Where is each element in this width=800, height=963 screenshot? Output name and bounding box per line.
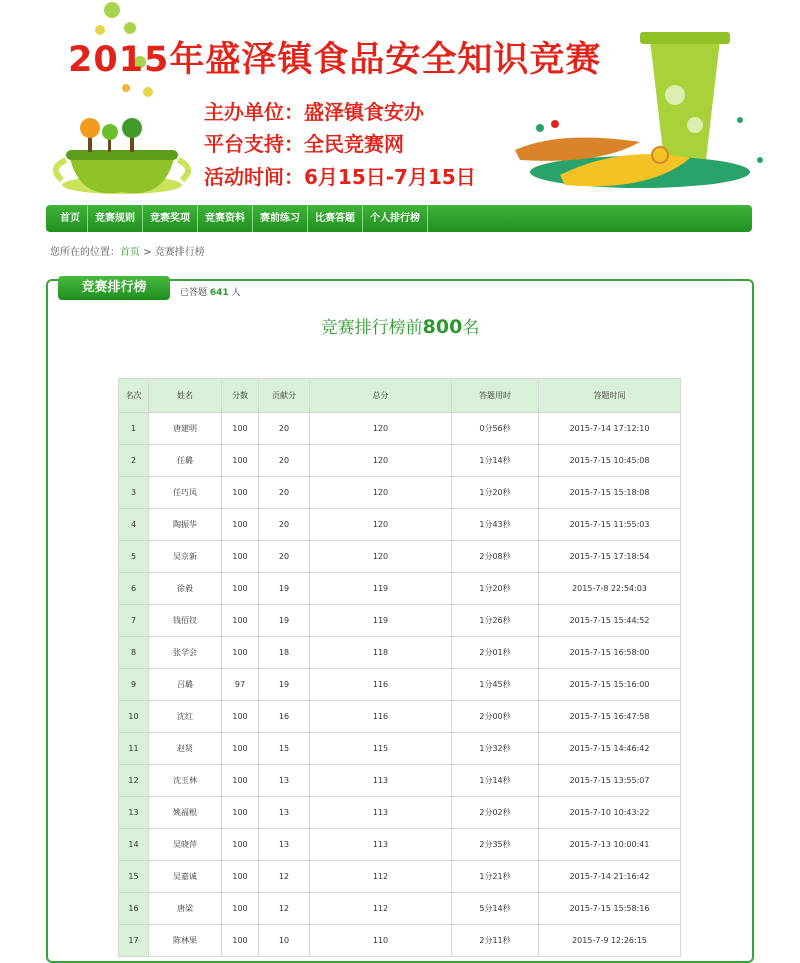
table-row <box>119 733 681 765</box>
table-row <box>119 893 681 925</box>
cell-bonus: 20 <box>259 509 310 541</box>
table-row <box>119 573 681 605</box>
cell-total: 112 <box>310 861 452 893</box>
cell-time: 2015-7-8 22:54:03 <box>539 573 681 605</box>
bowl-handle-left <box>56 160 66 180</box>
cell-duration: 1分14秒 <box>452 445 539 477</box>
cell-duration: 2分08秒 <box>452 541 539 573</box>
cell-rank: 3 <box>119 477 149 509</box>
heading-suffix: 名 <box>462 318 480 338</box>
cell-time: 2015-7-15 17:18:54 <box>539 541 681 573</box>
nav-item-rules[interactable]: 竞赛规则 <box>88 205 143 232</box>
cell-total: 113 <box>310 765 452 797</box>
cell-total: 116 <box>310 669 452 701</box>
header-total: 总分 <box>310 379 452 413</box>
nav-item-practice[interactable]: 赛前练习 <box>253 205 308 232</box>
cell-score: 100 <box>222 605 259 637</box>
cell-rank: 15 <box>119 861 149 893</box>
table-row <box>119 925 681 957</box>
cell-rank: 7 <box>119 605 149 637</box>
cell-time: 2015-7-13 10:00:41 <box>539 829 681 861</box>
table-row <box>119 669 681 701</box>
cell-name: 唐梁 <box>149 893 222 925</box>
cell-duration: 2分02秒 <box>452 797 539 829</box>
panel-tab: 竞赛排行榜 <box>58 276 170 300</box>
cell-total: 113 <box>310 829 452 861</box>
cell-time: 2015-7-14 17:12:10 <box>539 413 681 445</box>
cell-time: 2015-7-10 10:43:22 <box>539 797 681 829</box>
cell-score: 100 <box>222 925 259 957</box>
cell-time: 2015-7-15 15:58:16 <box>539 893 681 925</box>
banner-period: 活动时间：6月15日-7月15日 <box>204 165 476 189</box>
cell-bonus: 20 <box>259 445 310 477</box>
nav-item-answer[interactable]: 比赛答题 <box>308 205 363 232</box>
cell-total: 116 <box>310 701 452 733</box>
table-row <box>119 445 681 477</box>
cell-total: 120 <box>310 413 452 445</box>
breadcrumb-current: 竞赛排行榜 <box>154 247 205 258</box>
cell-rank: 13 <box>119 797 149 829</box>
cell-duration: 5分14秒 <box>452 893 539 925</box>
cell-bonus: 19 <box>259 605 310 637</box>
table-row <box>119 861 681 893</box>
answered-prefix: 已答题 <box>180 288 208 298</box>
cell-duration: 1分43秒 <box>452 509 539 541</box>
cell-bonus: 12 <box>259 861 310 893</box>
cell-time: 2015-7-15 16:58:00 <box>539 637 681 669</box>
table-row <box>119 477 681 509</box>
cell-score: 100 <box>222 509 259 541</box>
cell-name: 陶振华 <box>149 509 222 541</box>
cell-time: 2015-7-15 10:45:08 <box>539 445 681 477</box>
cell-duration: 1分45秒 <box>452 669 539 701</box>
heading-count: 800 <box>422 316 463 338</box>
cell-score: 100 <box>222 893 259 925</box>
cell-name: 陈林果 <box>149 925 222 957</box>
cell-rank: 10 <box>119 701 149 733</box>
cell-name: 唐建明 <box>149 413 222 445</box>
table-row <box>119 541 681 573</box>
cell-name: 张学会 <box>149 637 222 669</box>
cell-duration: 1分32秒 <box>452 733 539 765</box>
header-bonus: 贡献分 <box>259 379 310 413</box>
cell-rank: 9 <box>119 669 149 701</box>
cell-duration: 2分35秒 <box>452 829 539 861</box>
nav-item-awards[interactable]: 竞赛奖项 <box>143 205 198 232</box>
banner-title: 2015年盛泽镇食品安全知识竞赛 <box>68 40 602 80</box>
breadcrumb <box>50 243 205 258</box>
cell-duration: 2分11秒 <box>452 925 539 957</box>
cell-time: 2015-7-15 15:18:08 <box>539 477 681 509</box>
table-row <box>119 765 681 797</box>
cell-score: 100 <box>222 765 259 797</box>
cell-bonus: 12 <box>259 893 310 925</box>
cell-name: 吴京新 <box>149 541 222 573</box>
cell-bonus: 20 <box>259 541 310 573</box>
cell-bonus: 10 <box>259 925 310 957</box>
cup-shape <box>650 40 720 160</box>
table-row <box>119 797 681 829</box>
cell-rank: 8 <box>119 637 149 669</box>
nav-item-materials[interactable]: 竞赛资料 <box>198 205 253 232</box>
cell-score: 100 <box>222 797 259 829</box>
cell-score: 100 <box>222 541 259 573</box>
cell-score: 100 <box>222 637 259 669</box>
cell-name: 钱佰钗 <box>149 605 222 637</box>
cell-bonus: 15 <box>259 733 310 765</box>
cell-duration: 1分20秒 <box>452 573 539 605</box>
cell-duration: 1分26秒 <box>452 605 539 637</box>
cell-time: 2015-7-15 15:16:00 <box>539 669 681 701</box>
table-row <box>119 413 681 445</box>
cell-bonus: 13 <box>259 765 310 797</box>
cell-score: 100 <box>222 733 259 765</box>
cell-name: 沈红 <box>149 701 222 733</box>
cell-score: 100 <box>222 829 259 861</box>
banner-organizer: 主办单位：盛泽镇食安办 <box>204 100 424 124</box>
cell-time: 2015-7-15 14:46:42 <box>539 733 681 765</box>
cell-rank: 16 <box>119 893 149 925</box>
cell-time: 2015-7-9 12:26:15 <box>539 925 681 957</box>
cell-score: 100 <box>222 861 259 893</box>
cell-name: 任璐 <box>149 445 222 477</box>
cell-rank: 5 <box>119 541 149 573</box>
cell-total: 112 <box>310 893 452 925</box>
cell-bonus: 13 <box>259 797 310 829</box>
cell-name: 吕璐 <box>149 669 222 701</box>
table-row <box>119 701 681 733</box>
cell-total: 113 <box>310 797 452 829</box>
table-row <box>119 509 681 541</box>
breadcrumb-home-link[interactable]: 首页 <box>120 247 140 258</box>
table-row <box>119 637 681 669</box>
breadcrumb-prefix: 您所在的位置： <box>50 247 120 258</box>
cell-time: 2015-7-15 13:55:07 <box>539 765 681 797</box>
cell-score: 100 <box>222 445 259 477</box>
cell-rank: 2 <box>119 445 149 477</box>
ranking-table-body <box>119 413 681 957</box>
cell-name: 姚福根 <box>149 797 222 829</box>
cell-total: 119 <box>310 573 452 605</box>
header-time: 答题时间 <box>539 379 681 413</box>
cell-rank: 14 <box>119 829 149 861</box>
cell-bonus: 20 <box>259 413 310 445</box>
cell-bonus: 16 <box>259 701 310 733</box>
cell-score: 100 <box>222 573 259 605</box>
cell-bonus: 19 <box>259 669 310 701</box>
cell-rank: 4 <box>119 509 149 541</box>
cell-time: 2015-7-15 16:47:58 <box>539 701 681 733</box>
cell-score: 100 <box>222 413 259 445</box>
cell-time: 2015-7-15 11:55:03 <box>539 509 681 541</box>
cell-name: 徐毅 <box>149 573 222 605</box>
cell-duration: 2分01秒 <box>452 637 539 669</box>
cell-name: 吴嘉诚 <box>149 861 222 893</box>
cell-duration: 1分21秒 <box>452 861 539 893</box>
cell-rank: 12 <box>119 765 149 797</box>
main-nav <box>46 205 752 232</box>
header-rank: 名次 <box>119 379 149 413</box>
bowl-rim-shape <box>66 150 178 160</box>
answered-count-text <box>180 285 241 298</box>
nav-item-home[interactable]: 首页 <box>46 205 88 232</box>
cell-score: 100 <box>222 477 259 509</box>
banner <box>0 0 800 205</box>
cell-score: 97 <box>222 669 259 701</box>
cell-rank: 6 <box>119 573 149 605</box>
answered-count: 641 <box>209 288 229 298</box>
cell-name: 沈玉林 <box>149 765 222 797</box>
breadcrumb-separator: > <box>143 247 152 258</box>
header-name: 姓名 <box>149 379 222 413</box>
cell-name: 吴晓萍 <box>149 829 222 861</box>
cell-total: 120 <box>310 477 452 509</box>
table-row <box>119 605 681 637</box>
cell-total: 120 <box>310 445 452 477</box>
cell-duration: 1分14秒 <box>452 765 539 797</box>
cell-total: 115 <box>310 733 452 765</box>
nav-item-personal-rank[interactable]: 个人排行榜 <box>363 205 428 232</box>
cell-rank: 1 <box>119 413 149 445</box>
cell-total: 118 <box>310 637 452 669</box>
table-header-row <box>119 379 681 413</box>
cell-total: 110 <box>310 925 452 957</box>
cell-score: 100 <box>222 701 259 733</box>
cell-rank: 17 <box>119 925 149 957</box>
cell-rank: 11 <box>119 733 149 765</box>
cell-name: 任巧凤 <box>149 477 222 509</box>
ranking-table <box>118 378 681 957</box>
cell-bonus: 19 <box>259 573 310 605</box>
cell-time: 2015-7-14 21:16:42 <box>539 861 681 893</box>
table-row <box>119 829 681 861</box>
cell-total: 120 <box>310 541 452 573</box>
cell-bonus: 18 <box>259 637 310 669</box>
ranking-heading <box>0 313 800 338</box>
cell-total: 120 <box>310 509 452 541</box>
heading-prefix: 竞赛排行榜前 <box>320 318 423 338</box>
header-duration: 答题用时 <box>452 379 539 413</box>
banner-platform: 平台支持：全民竞赛网 <box>204 132 404 156</box>
cell-bonus: 20 <box>259 477 310 509</box>
cell-bonus: 13 <box>259 829 310 861</box>
header-score: 分数 <box>222 379 259 413</box>
cell-name: 赵贤 <box>149 733 222 765</box>
cell-time: 2015-7-15 15:44:52 <box>539 605 681 637</box>
answered-unit: 人 <box>231 288 241 298</box>
cell-duration: 0分56秒 <box>452 413 539 445</box>
bowl-handle-right <box>178 160 188 180</box>
cell-duration: 1分20秒 <box>452 477 539 509</box>
cell-duration: 2分00秒 <box>452 701 539 733</box>
cell-total: 119 <box>310 605 452 637</box>
